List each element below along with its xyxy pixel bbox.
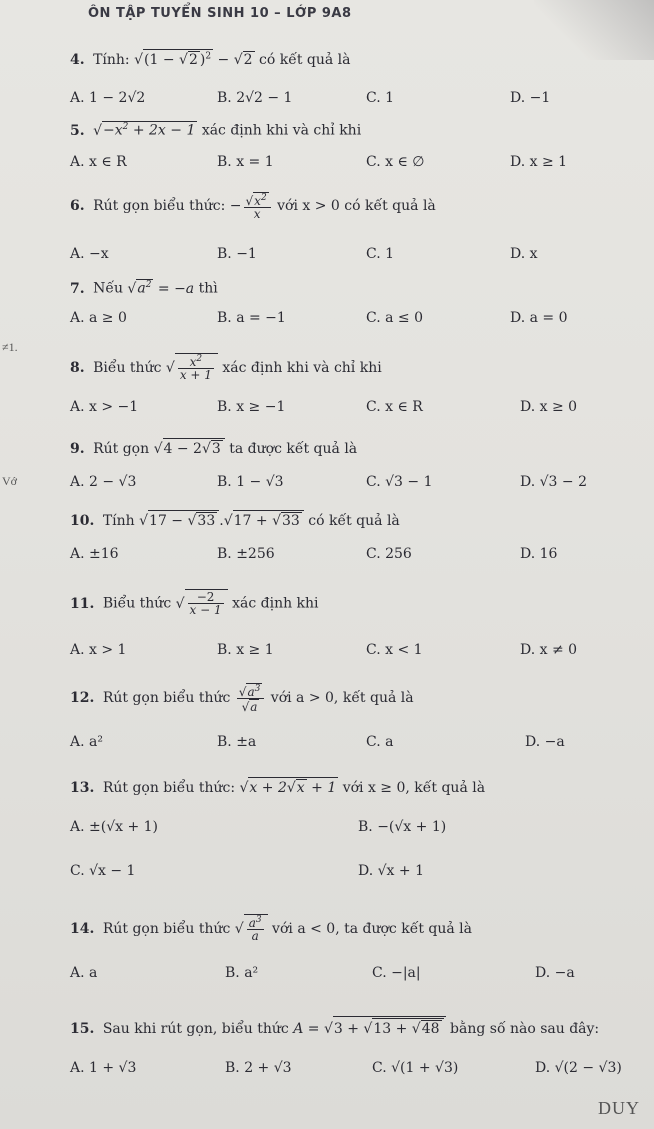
question-9: 9. Rút gọn √4 − 2√3 ta được kết quả là bbox=[70, 438, 357, 456]
option-a: A. ±(√x + 1) bbox=[70, 819, 159, 835]
option-b: B. −1 bbox=[217, 246, 257, 262]
option-d: D. √3 − 2 bbox=[520, 474, 587, 490]
option-b: B. ±a bbox=[217, 734, 257, 750]
option-c: C. x ∈ R bbox=[366, 399, 423, 415]
formula: √ $\frac{x^2}{x + 1}$ bbox=[166, 360, 218, 376]
formula: A = √3 + √13 + √48 bbox=[293, 1021, 445, 1037]
question-7: 7. Nếu $√a^2 = -a$ thì bbox=[70, 280, 218, 297]
option-c: C. 256 bbox=[366, 546, 412, 562]
formula: $√a^2 = -a$ bbox=[127, 280, 195, 297]
option-a: A. 1 − 2√2 bbox=[70, 90, 146, 106]
option-d: D. √x + 1 bbox=[358, 863, 424, 879]
formula: $\frac{√a^3}{√a}$ bbox=[235, 690, 267, 706]
option-b: B. 2√2 − 1 bbox=[217, 90, 293, 106]
signature: DUY bbox=[598, 1098, 640, 1118]
option-d: D. a = 0 bbox=[510, 310, 568, 326]
option-d: D. −1 bbox=[510, 90, 551, 106]
question-8: 8. Biểu thức √ $\frac{x^2}{x + 1}$ xác định khi và chỉ khi bbox=[70, 354, 382, 382]
option-c: C. a ≤ 0 bbox=[366, 310, 423, 326]
question-4: 4. Tính: √(1 − √2 )$^2$ − √2 có kết quả là bbox=[70, 49, 351, 67]
option-a: A. ±16 bbox=[70, 546, 119, 562]
option-d: D. 16 bbox=[520, 546, 558, 562]
option-a: A. −x bbox=[70, 246, 109, 262]
option-b: B. ±256 bbox=[217, 546, 275, 562]
option-b: B. 1 − √3 bbox=[217, 474, 284, 490]
option-c: C. x < 1 bbox=[366, 642, 423, 658]
option-a: A. 1 + √3 bbox=[70, 1060, 137, 1076]
option-b: B. a = −1 bbox=[217, 310, 286, 326]
option-b: B. x = 1 bbox=[217, 154, 274, 170]
formula: √17 − √33 .√17 + √33 bbox=[139, 513, 304, 529]
option-a: A. x ∈ R bbox=[70, 154, 127, 170]
option-c: C. a bbox=[366, 734, 394, 750]
option-c: C. √(1 + √3) bbox=[372, 1060, 459, 1076]
option-d: D. x bbox=[510, 246, 538, 262]
formula: √4 − 2√3 bbox=[154, 441, 225, 457]
formula: √(1 − √2 )$^2$ − √2 bbox=[134, 52, 254, 68]
question-14: 14. Rút gọn biểu thức √ $\frac{a^3}{a}$ với a < 0, ta được kết quả là bbox=[70, 915, 472, 943]
option-a: A. 2 − √3 bbox=[70, 474, 137, 490]
option-b: B. −(√x + 1) bbox=[358, 819, 447, 835]
option-a: A. x > 1 bbox=[70, 642, 127, 658]
question-10: 10. Tính √17 − √33 .√17 + √33 có kết quả là bbox=[70, 510, 400, 528]
formula: $√-x^2 + 2x - 1$ bbox=[93, 122, 196, 139]
option-b: B. a² bbox=[225, 965, 259, 981]
option-d: D. x ≠ 0 bbox=[520, 642, 578, 658]
option-b: B. 2 + √3 bbox=[225, 1060, 292, 1076]
option-a: A. a bbox=[70, 965, 98, 981]
margin-note-2: Vớ bbox=[2, 474, 18, 488]
option-d: D. −a bbox=[525, 734, 565, 750]
option-c: C. √3 − 1 bbox=[366, 474, 433, 490]
option-a: A. x > −1 bbox=[70, 399, 139, 415]
question-5: 5. $√-x^2 + 2x - 1$ xác định khi và chỉ khi bbox=[70, 122, 362, 139]
option-c: C. 1 bbox=[366, 90, 395, 106]
page-header: ÔN TẬP TUYỂN SINH 10 – LỚP 9A8 bbox=[88, 6, 352, 21]
option-d: D. x ≥ 0 bbox=[520, 399, 578, 415]
option-c: C. x ∈ ∅ bbox=[366, 154, 425, 170]
formula: √x + 2√x + 1 bbox=[240, 780, 339, 796]
option-a: A. a² bbox=[70, 734, 103, 750]
question-12: 12. Rút gọn biểu thức $\frac{√a^3}{√a}$ với a > 0, kết quả là bbox=[70, 684, 414, 714]
formula: √ $\frac{a^3}{a}$ bbox=[235, 921, 268, 937]
formula: − $\frac{√x^2}{x}$ bbox=[230, 198, 273, 214]
option-c: C. 1 bbox=[366, 246, 395, 262]
corner-shadow bbox=[534, 0, 654, 60]
option-a: A. a ≥ 0 bbox=[70, 310, 127, 326]
margin-note-1: ≠1. bbox=[2, 340, 18, 354]
formula: √ $\frac{-2}{x - 1}$ bbox=[176, 596, 228, 612]
option-d: D. x ≥ 1 bbox=[510, 154, 568, 170]
option-b: B. x ≥ −1 bbox=[217, 399, 286, 415]
option-b: B. x ≥ 1 bbox=[217, 642, 274, 658]
question-11: 11. Biểu thức √ $\frac{-2}{x - 1}$ xác định khi bbox=[70, 590, 319, 617]
question-13: 13. Rút gọn biểu thức: √x + 2√x + 1 với x ≥ 0, kết quả là bbox=[70, 777, 485, 795]
question-6: 6. Rút gọn biểu thức: − $\frac{√x^2}{x}$ với x > 0 có kết quả là bbox=[70, 193, 436, 221]
question-15: 15. Sau khi rút gọn, biểu thức A = √3 + √13 + √48 bằng số nào sau đây: bbox=[70, 1016, 599, 1036]
option-d: D. −a bbox=[535, 965, 575, 981]
option-c: C. −|a| bbox=[372, 965, 421, 981]
option-c: C. √x − 1 bbox=[70, 863, 136, 879]
option-d: D. √(2 − √3) bbox=[535, 1060, 622, 1076]
